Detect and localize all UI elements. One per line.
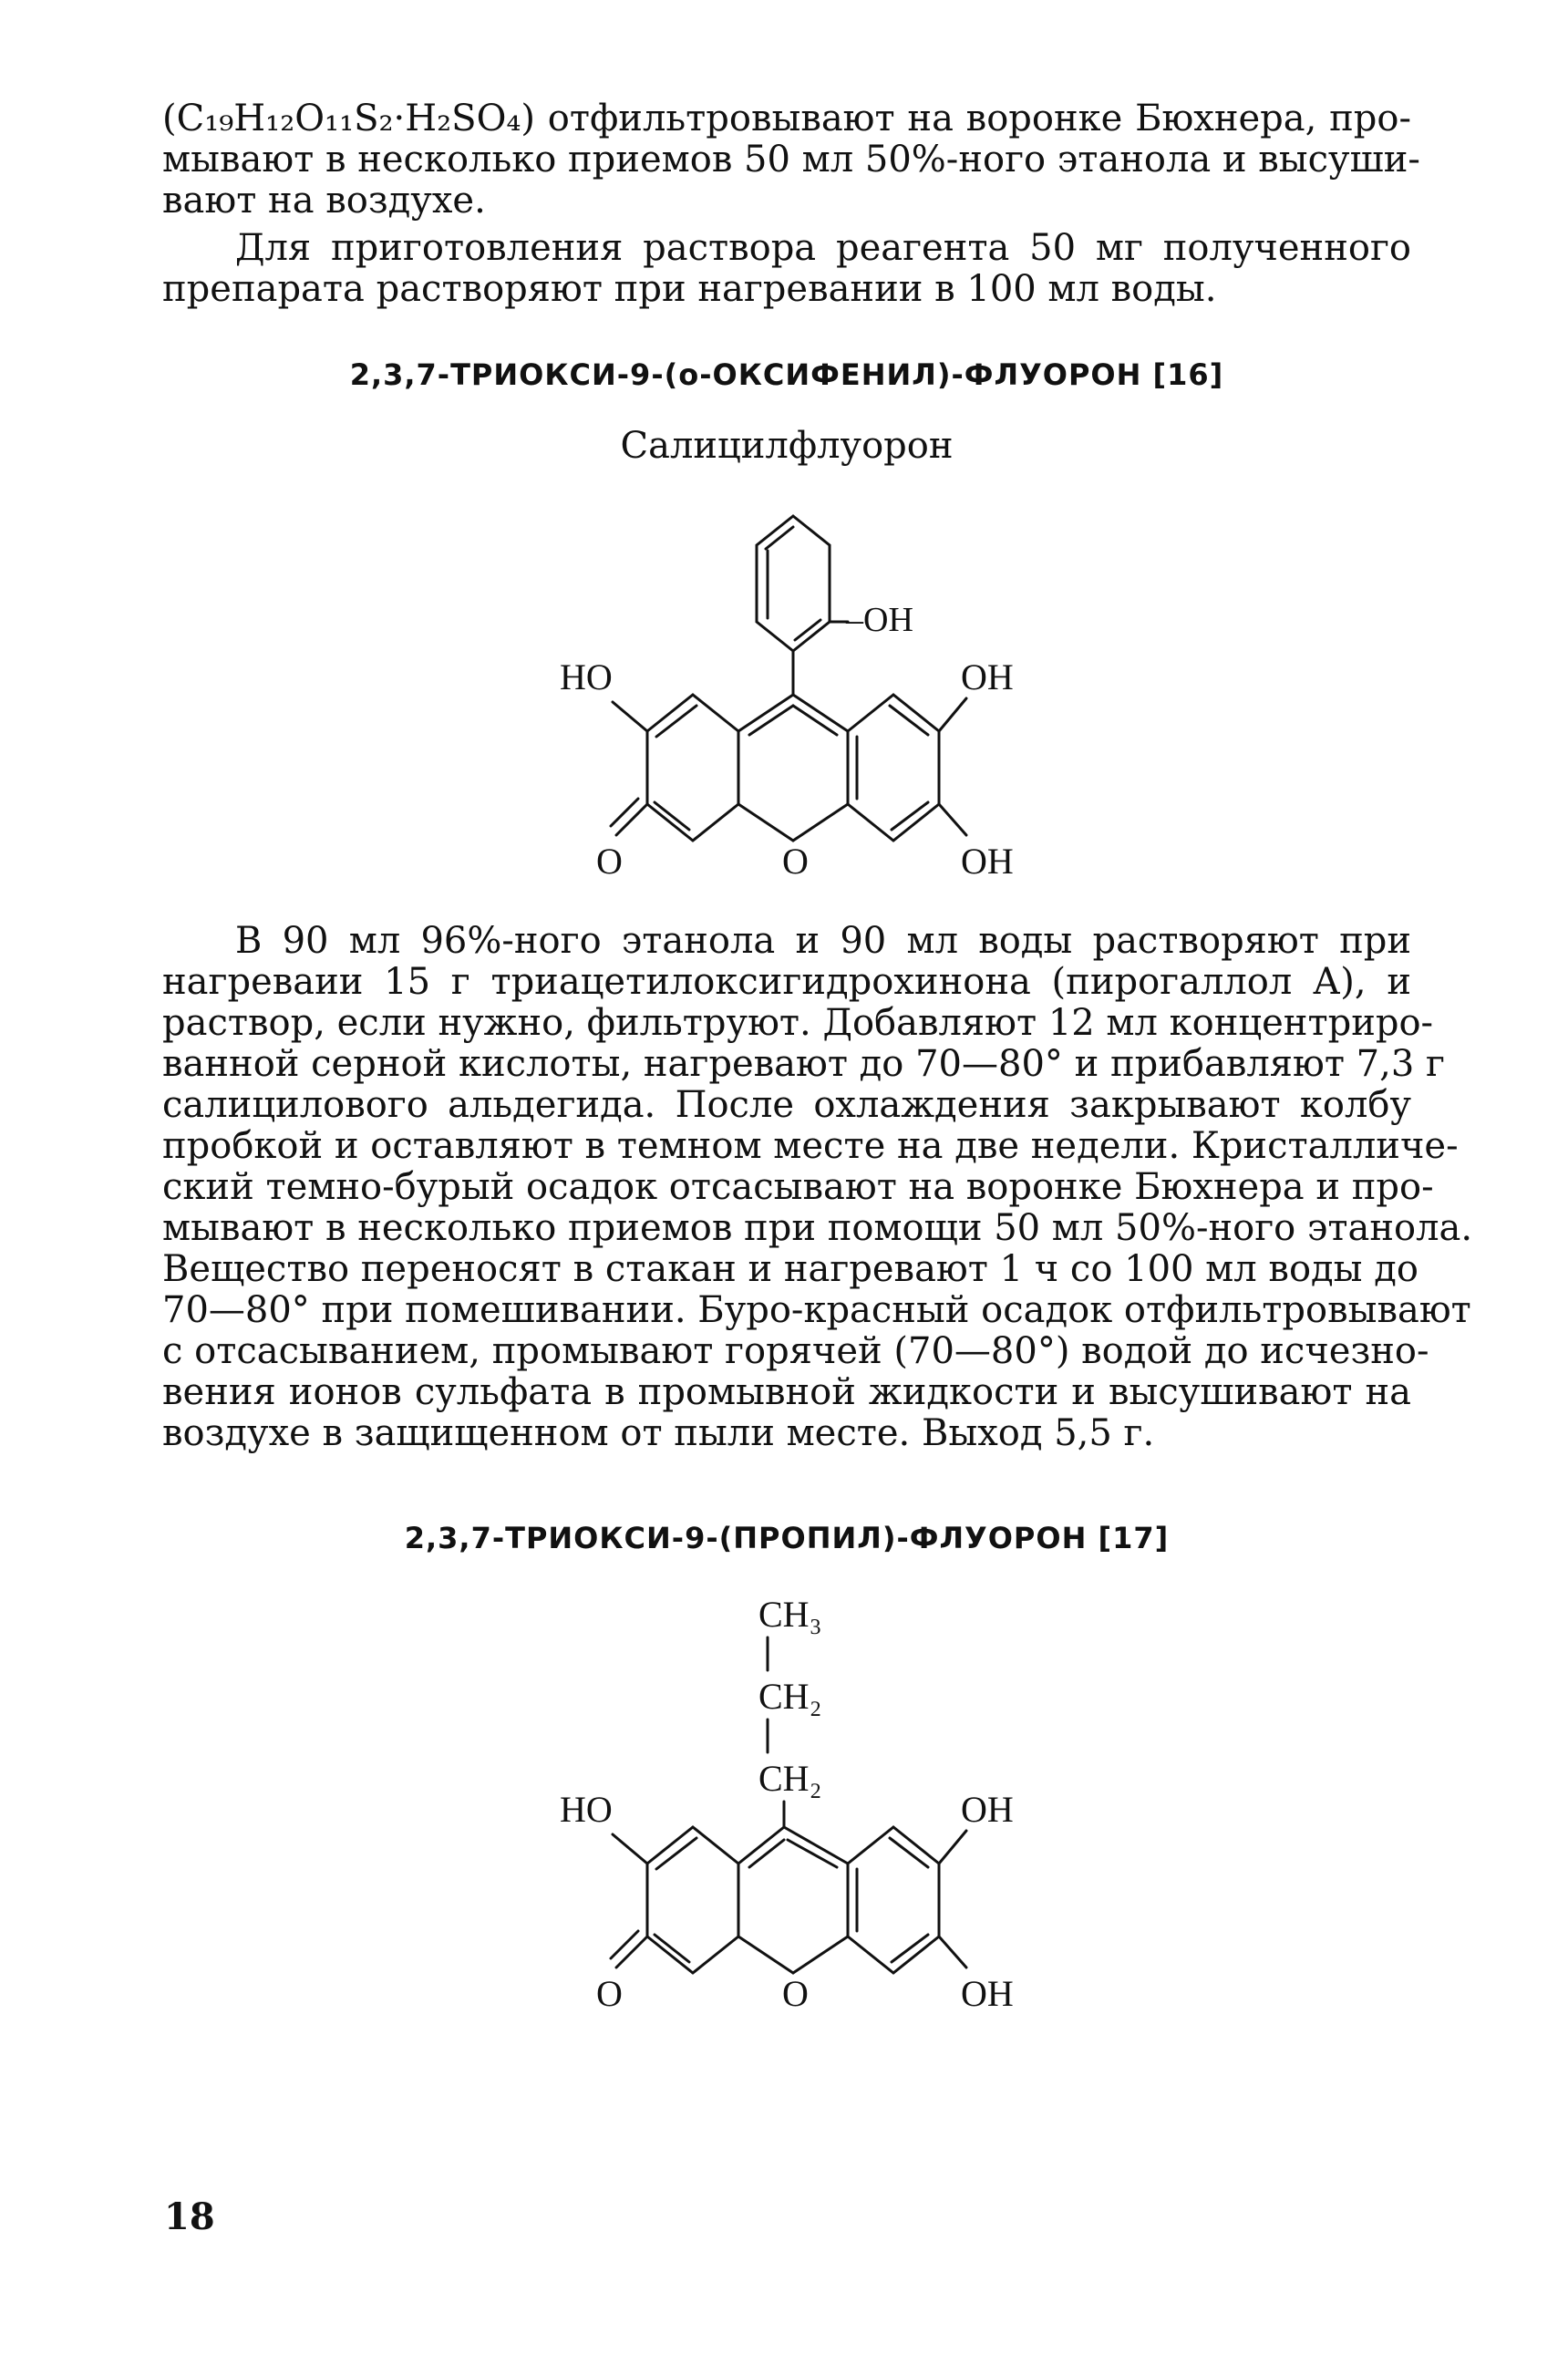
oh-right-top-bond-2 bbox=[939, 1831, 966, 1864]
salicylfluorone-skeleton bbox=[511, 492, 1057, 930]
oh-right-bottom-bond-2 bbox=[939, 1936, 966, 1967]
middle-ring-2 bbox=[738, 1827, 848, 1973]
keto-o-label: O bbox=[596, 841, 623, 882]
ho-left-label-2: HO bbox=[560, 1789, 613, 1830]
page-number: 18 bbox=[164, 2195, 215, 2238]
ch3-label: CH₃ bbox=[758, 1594, 822, 1635]
text-line: воздухе в защищенном от пыли месте. Выход 5,5 г. bbox=[162, 1412, 1155, 1454]
text-line: мывают в несколько приемов 50 мл 50%-ного этанола и высуши- bbox=[162, 139, 1420, 181]
keto-o-label-2: O bbox=[596, 1973, 623, 2014]
section-heading-propylfluorone: 2,3,7-ТРИОКСИ-9-(ПРОПИЛ)-ФЛУОРОН [17] bbox=[404, 1521, 1170, 1555]
text-line: пробкой и оставляют в темном месте на две недели. Кристалличе- bbox=[162, 1125, 1459, 1167]
ring-o-label: O bbox=[782, 841, 809, 882]
section-heading-salicylfluorone: 2,3,7-ТРИОКСИ-9-(о-ОКСИФЕНИЛ)-ФЛУОРОН [16] bbox=[349, 357, 1224, 392]
ho-left-bond-2 bbox=[613, 1834, 647, 1864]
oh-right-bottom-label-2: OH bbox=[961, 1973, 1014, 2014]
text-line: Для приготовления раствора реагента 50 мг полученного bbox=[235, 227, 1411, 269]
keto-bond-2 bbox=[616, 1936, 647, 1967]
ch2-upper-label: CH₂ bbox=[758, 1676, 822, 1717]
text-line: вения ионов сульфата в промывной жидкости и высушивают на bbox=[162, 1371, 1411, 1413]
text-line: ванной серной кислоты, нагревают до 70—80° и прибавляют 7,3 г bbox=[162, 1043, 1445, 1085]
oh-right-top-label-2: OH bbox=[961, 1789, 1014, 1830]
text-line: (C₁₉H₁₂O₁₁S₂·H₂SO₄) отфильтровывают на воронке Бюхнера, про- bbox=[162, 98, 1411, 139]
oh-right-top-label: OH bbox=[961, 656, 1014, 697]
text-line: Вещество переносят в стакан и нагревают 1 ч со 100 мл воды до bbox=[162, 1248, 1418, 1290]
paragraph-synthesis bbox=[162, 920, 1473, 1454]
text-line: 70—80° при помешивании. Буро-красный осадок отфильтровывают bbox=[162, 1289, 1471, 1331]
text-line: ский темно-бурый осадок отсасывают на воронке Бюхнера и про- bbox=[162, 1166, 1434, 1208]
text-line: вают на воздухе. bbox=[162, 180, 486, 222]
propylfluorone-structure bbox=[511, 1586, 1057, 2079]
paragraph-reagent-solution bbox=[162, 228, 1411, 310]
phenyl-oh-label: –OH bbox=[846, 601, 913, 639]
oh-right-bottom-label: OH bbox=[961, 841, 1014, 882]
right-ring-2 bbox=[848, 1827, 939, 1973]
text-line: препарата растворяют при нагревании в 100 мл воды. bbox=[162, 268, 1217, 310]
text-line: нагреваии 15 г триацетилоксигидрохинона (пирогаллол А), и bbox=[162, 961, 1411, 1003]
ring-o-label-2: O bbox=[782, 1973, 809, 2014]
ch2-lower-label: CH₂ bbox=[758, 1758, 822, 1799]
text-line: В 90 мл 96%-ного этанола и 90 мл воды растворяют при bbox=[235, 920, 1411, 962]
text-line: мывают в несколько приемов при помощи 50 мл 50%-ного этанола. bbox=[162, 1207, 1473, 1249]
ho-left-label: HO bbox=[560, 656, 613, 697]
left-ring-2 bbox=[647, 1827, 738, 1973]
text-line: с отсасыванием, промывают горячей (70—80°) водой до исчезно- bbox=[162, 1330, 1429, 1372]
paragraph-continuation bbox=[162, 98, 1420, 222]
keto-double-bond-2 bbox=[611, 1931, 638, 1958]
text-line: раствор, если нужно, фильтруют. Добавляют 12 мл концентриро- bbox=[162, 1002, 1434, 1044]
text-line: салицилового альдегида. После охлаждения закрывают колбу bbox=[162, 1084, 1411, 1126]
section-subtitle: Салицилфлуорон bbox=[620, 425, 954, 467]
